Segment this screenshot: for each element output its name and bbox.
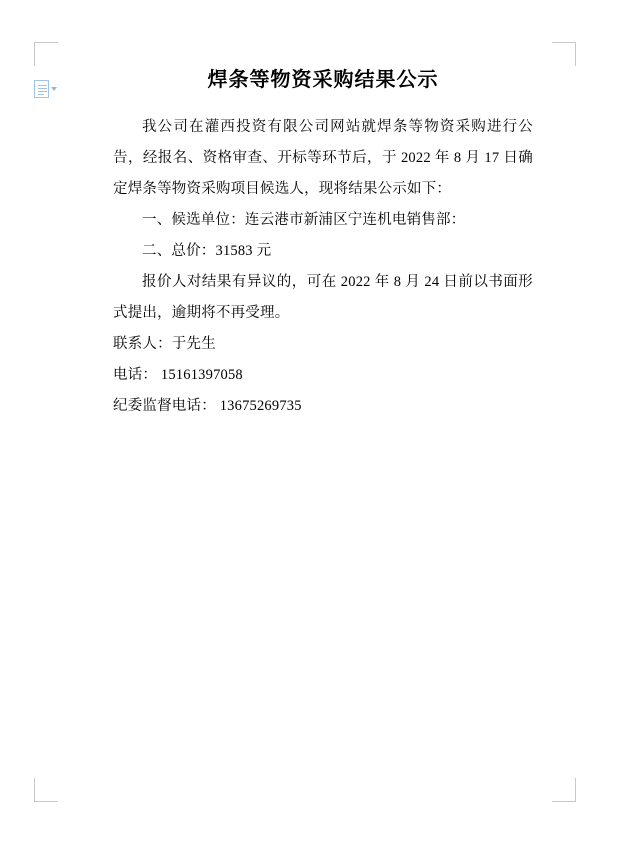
chevron-down-icon[interactable]	[51, 87, 57, 91]
contact-block	[113, 329, 533, 422]
document-body	[113, 66, 533, 422]
document-page-icon	[34, 80, 49, 98]
contact-phone: 电话： 15161397058	[113, 367, 243, 383]
paragraph-total-price: 二、总价：31583 元	[142, 243, 272, 259]
document-object-icon[interactable]	[34, 78, 62, 100]
discipline-supervision-phone: 纪委监督电话： 13675269735	[113, 398, 302, 414]
paragraph-intro: 我公司在灌西投资有限公司网站就焊条等物资采购进行公告，经报名、资格审查、开标等环节后，于 2022 年 8 月 17 日确定焊条等物资采购项目候选人，现将结果公示如下：	[113, 119, 533, 197]
contact-person: 联系人：于先生	[113, 336, 216, 352]
paragraph-candidate-unit: 一、候选单位：连云港市新浦区宁连机电销售部：	[142, 212, 466, 228]
paragraph-objection-notice: 报价人对结果有异议的，可在 2022 年 8 月 24 日前以书面形式提出，逾期将不再受理。	[113, 274, 533, 321]
page-title: 焊条等物资采购结果公示	[207, 69, 439, 91]
